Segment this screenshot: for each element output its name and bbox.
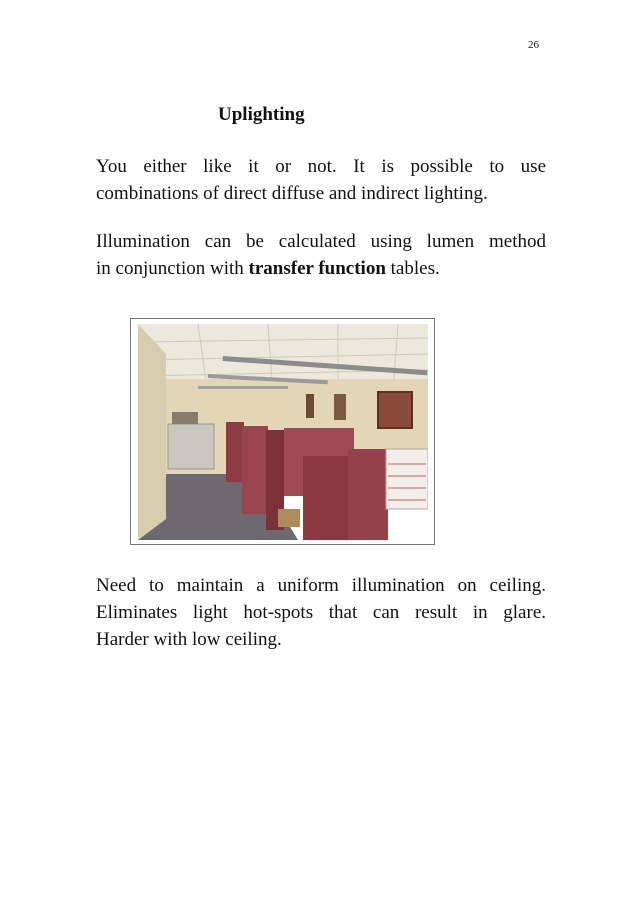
paragraph-intro — [96, 153, 546, 207]
bold-term-transfer-function: transfer function — [248, 258, 386, 279]
cardboard-box — [278, 509, 300, 527]
paragraph-line — [96, 255, 546, 282]
section-heading: Uplighting — [218, 104, 305, 125]
wall-picture — [334, 394, 346, 420]
file-cabinet — [168, 424, 214, 469]
binders — [172, 412, 198, 424]
wall-picture — [306, 394, 314, 418]
paragraph-line: You either like it or not. It is possible to use — [96, 156, 546, 177]
paragraph-line: combinations of direct diffuse and indirect lighting. — [96, 183, 488, 204]
office-photo — [138, 324, 428, 540]
office-photo-frame — [130, 318, 435, 545]
paragraph-line: Harder with low ceiling. — [96, 629, 282, 650]
text-run: tables. — [385, 258, 440, 279]
paragraph-line: Need to maintain a uniform illumination on ceiling. — [96, 575, 546, 596]
left-wall — [138, 324, 166, 540]
paragraph-uniform-illumination — [96, 572, 546, 653]
paragraph-line: Eliminates light hot-spots that can result in glare. — [96, 602, 546, 623]
paragraph-illumination — [96, 228, 546, 282]
text-run: in conjunction with — [96, 258, 249, 279]
page-number: 26 — [528, 39, 539, 51]
wall-picture — [378, 392, 412, 428]
paragraph-line: Illumination can be calculated using lumen method — [96, 231, 546, 252]
